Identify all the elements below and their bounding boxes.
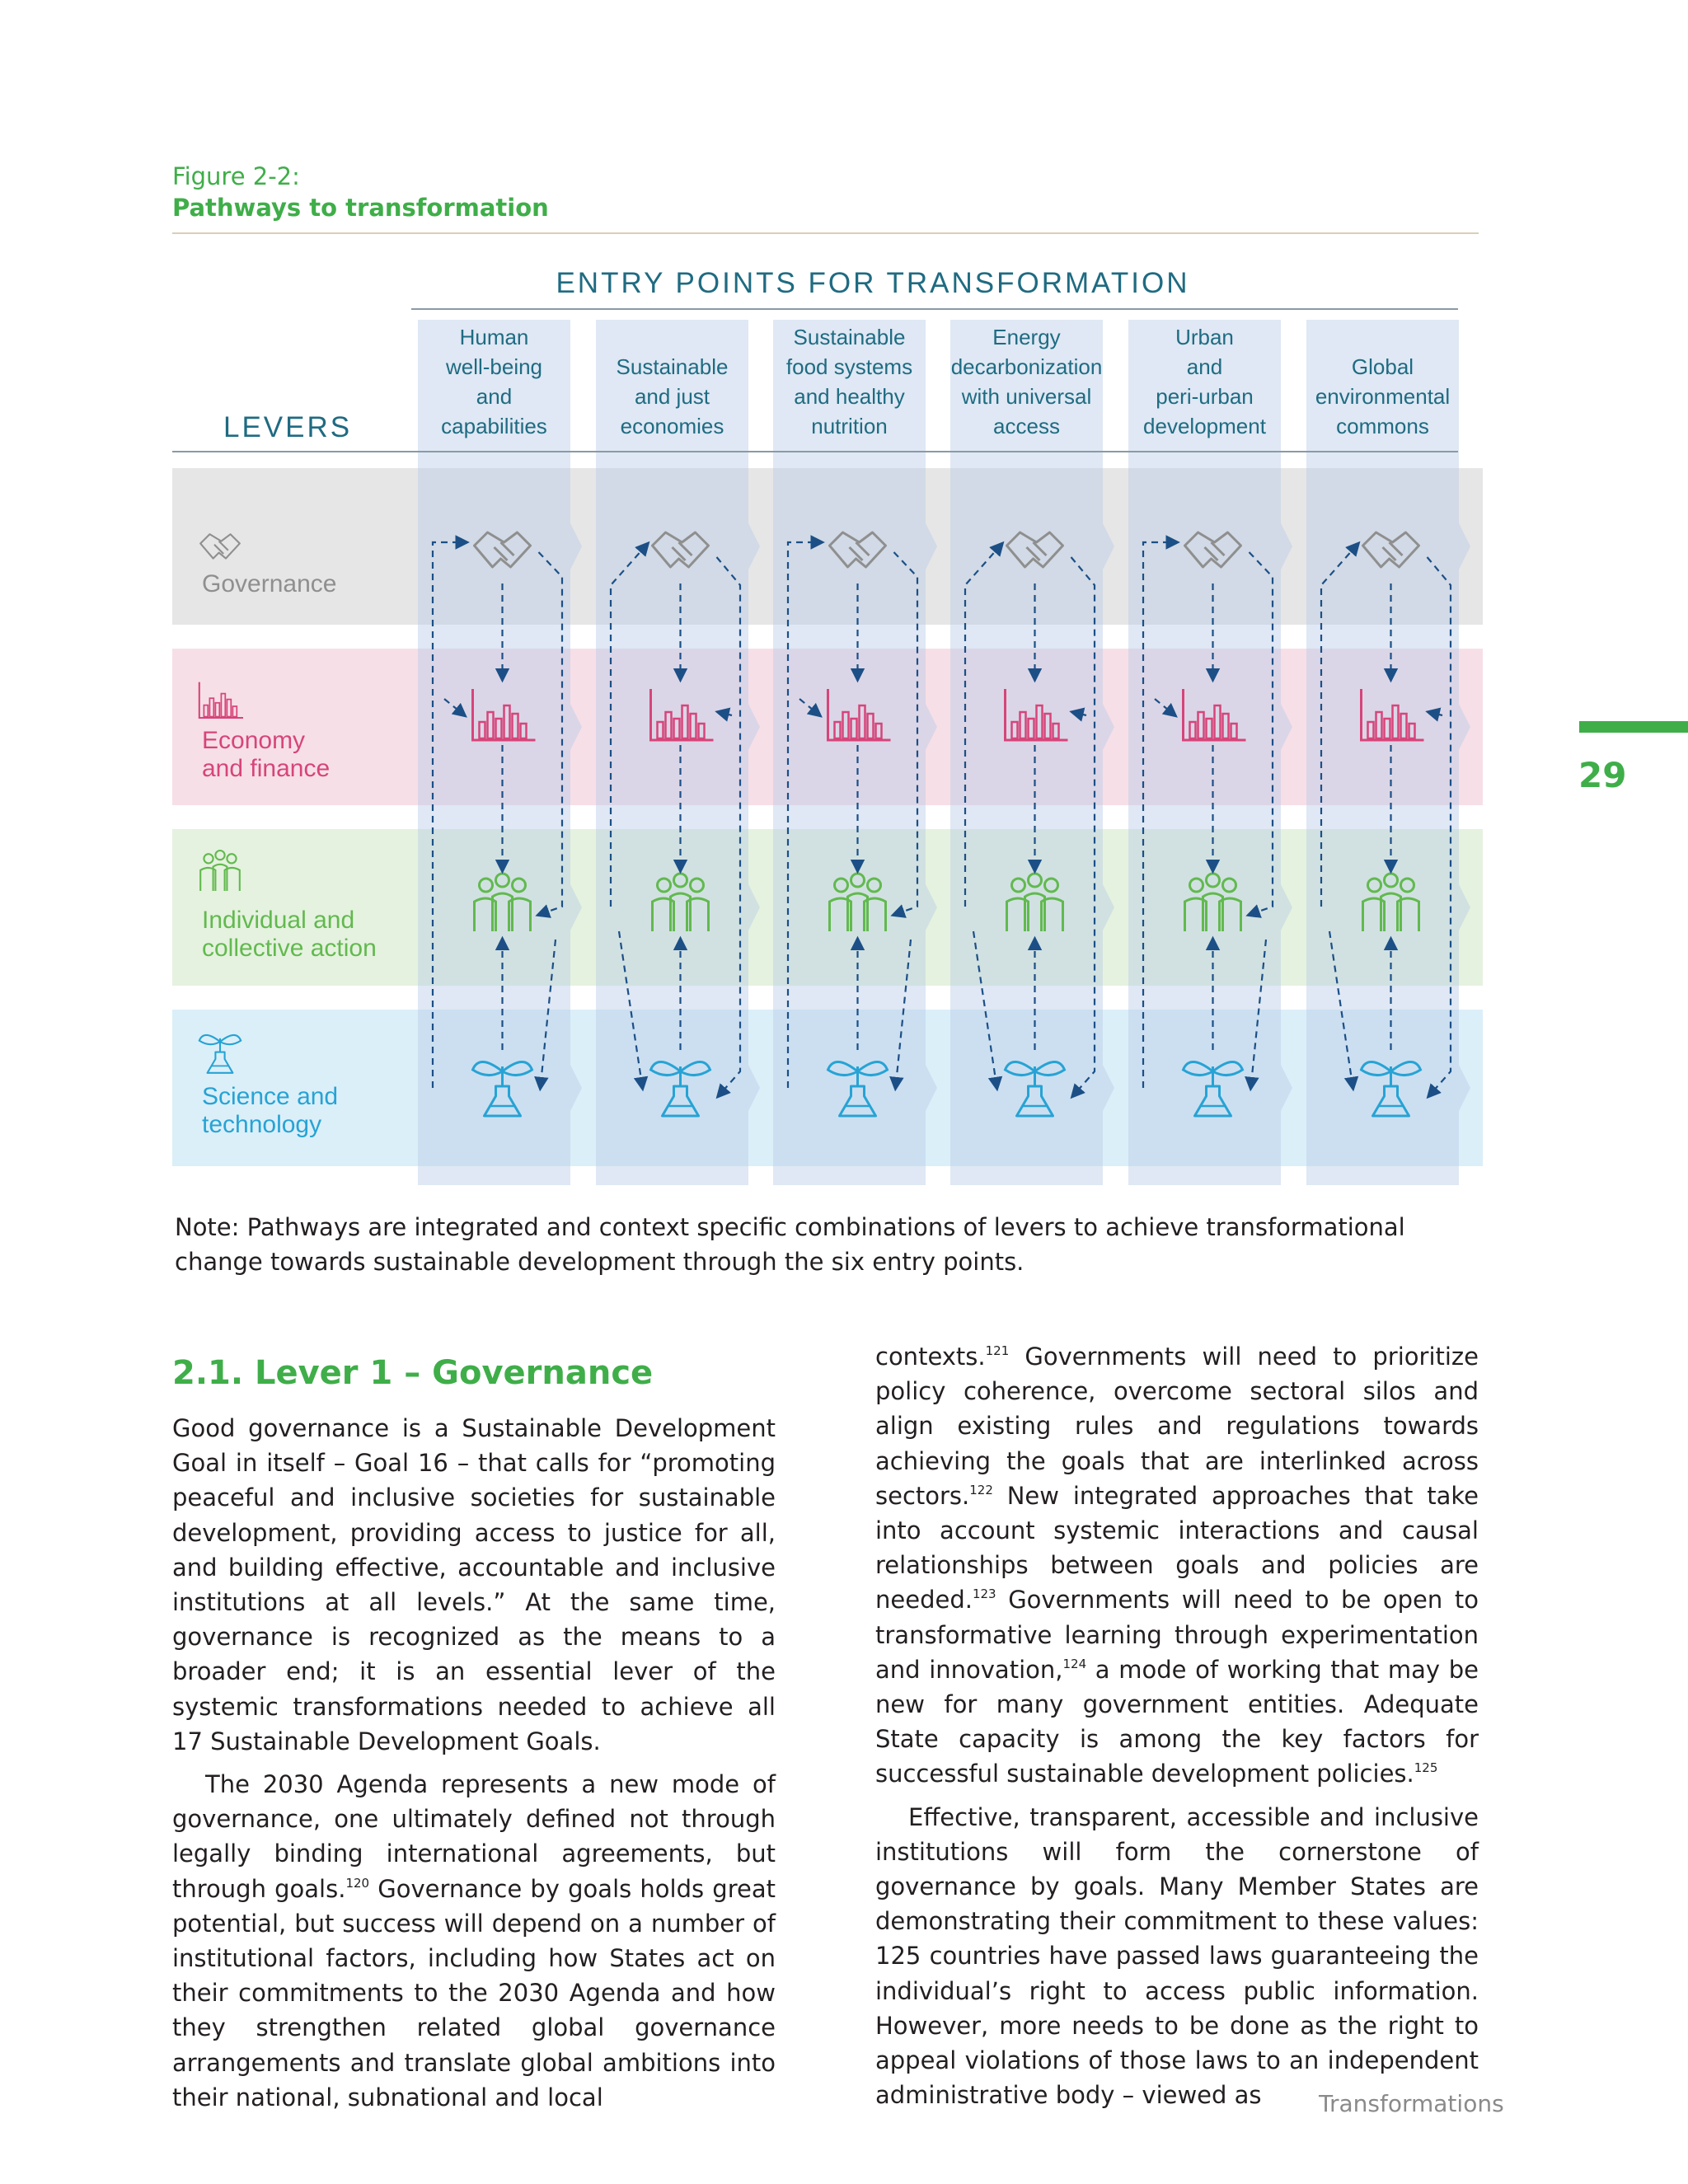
lever-label — [202, 907, 377, 962]
lever-label-line: and finance — [202, 755, 331, 782]
figure-label: Figure 2-2: — [172, 162, 300, 190]
entry-point-label-line: and healthy — [794, 384, 905, 409]
entry-point-label-line: Urban — [1175, 325, 1234, 349]
lever-label-line: technology — [202, 1111, 322, 1138]
entry-point-label-line: and — [1186, 354, 1223, 379]
pathways-diagram — [172, 247, 1483, 1187]
running-footer: Transformations — [1319, 2090, 1504, 2117]
lever-label — [202, 1083, 338, 1138]
entry-point-label-line: and — [476, 384, 513, 409]
entry-point-label-line: capabilities — [441, 414, 547, 438]
figure-title-rule — [172, 232, 1479, 234]
entry-point-label-line: decarbonization — [950, 354, 1103, 379]
section-heading: 2.1. Lever 1 – Governance — [172, 1354, 654, 1392]
entry-point-label-line: access — [993, 414, 1060, 438]
entry-point-label-line: nutrition — [811, 414, 888, 438]
entry-point-label-line: Human — [459, 325, 529, 349]
entry-point-label-line: with universal — [961, 384, 1092, 409]
text-column-right — [875, 1339, 1479, 2112]
levers-header: LEVERS — [223, 411, 353, 443]
paragraph: Effective, transparent, accessible and inclusive institutions will form the cornerstone of governance by goals. Many Member States are demonstrating their commitment to these values: 125 countries have passed laws guaranteeing the individual’s right to access public information. However, more needs to be done as the right to appeal violations of those laws to an independent administrative body – viewed as — [875, 1802, 1479, 2110]
footnote-ref[interactable]: 121 — [985, 1343, 1010, 1358]
text-column-left — [172, 1335, 776, 2115]
entry-point-label-line: economies — [620, 414, 724, 438]
entry-point-column — [1128, 320, 1281, 1185]
entry-point-label-line: Energy — [992, 325, 1061, 349]
entry-point-label-line: development — [1143, 414, 1266, 438]
entry-point-label-line: commons — [1336, 414, 1429, 438]
figure-title: Pathways to transformation — [172, 194, 549, 222]
page-marker-bar — [1579, 721, 1688, 733]
lever-label-line: collective action — [202, 935, 377, 962]
entry-point-column — [418, 320, 570, 1185]
paragraph: The 2030 Agenda represents a new mode of governance, one ultimately defined not through legally binding international agreements, but through goals.$^{120}$ Governance by goals holds great potential, but success will depend on a number of institutional factors, including how States act on their commitments to the 2030 Agenda and how they strengthen related global governance arrangements and translate global ambitions into their national, subnational and local — [172, 1770, 776, 2111]
entry-point-label-line: well-being — [445, 354, 543, 379]
page-number: 29 — [1578, 755, 1627, 795]
footnote-ref[interactable]: 122 — [969, 1482, 993, 1497]
paragraph: contexts.$^{121}$ Governments will need to prioritize policy coherence, overcome sectoral silos and align existing rules and regulations towards achieving the goals that are interlinked across sectors.$^{122}$ New integrated approaches that take into account systemic interactions and causal relationships between goals and policies are needed.$^{123}$ Governments will need to be open to transformative learning through experimentation and innovation,$^{124}$ a mode of working that may be new for many government entities. Adequate State capacity is among the key factors for successful sustainable development policies.$^{125}$ — [875, 1343, 1479, 1788]
entry-point-column — [773, 320, 926, 1185]
footnote-ref[interactable]: 124 — [1062, 1656, 1087, 1671]
entry-point-label-line: and just — [634, 384, 710, 409]
lever-label-line: Individual and — [202, 907, 355, 934]
paragraph: Good governance is a Sustainable Development Goal in itself – Goal 16 – that calls for “promoting peaceful and inclusive societies for sustainable development, providing access to justice for all, and building effective, accountable and inclusive institutions at all levels.” At the same time, governance is recognized as the means to a broader end; it is an essential lever of the systemic transformations needed to achieve all 17 Sustainable Development Goals. — [172, 1414, 776, 1755]
footnote-ref[interactable]: 120 — [345, 1875, 370, 1891]
lever-label-line: Economy — [202, 727, 306, 754]
entry-point-column — [596, 320, 748, 1185]
entry-point-label-line: Global — [1351, 354, 1414, 379]
entry-points-header: ENTRY POINTS FOR TRANSFORMATION — [556, 267, 1190, 299]
entry-point-label-line: environmental — [1315, 384, 1451, 409]
lever-label — [202, 570, 336, 598]
footnote-ref[interactable]: 125 — [1414, 1760, 1438, 1776]
entry-point-column — [1306, 320, 1459, 1185]
pathways-figure — [172, 247, 1483, 1187]
entry-point-label-line: food systems — [785, 354, 913, 379]
footnote-ref[interactable]: 123 — [972, 1586, 996, 1602]
entry-point-label-line: Sustainable — [616, 354, 729, 379]
figure-note: Note: Pathways are integrated and context specific combinations of levers to achieve transformational change towards sustainable development through the six entry points. — [175, 1213, 1405, 1276]
entry-point-label-line: peri-urban — [1156, 384, 1254, 409]
lever-label-line: Science and — [202, 1083, 339, 1110]
lever-label-line: Governance — [202, 570, 337, 598]
entry-point-column — [950, 320, 1103, 1185]
entry-point-label-line: Sustainable — [793, 325, 906, 349]
